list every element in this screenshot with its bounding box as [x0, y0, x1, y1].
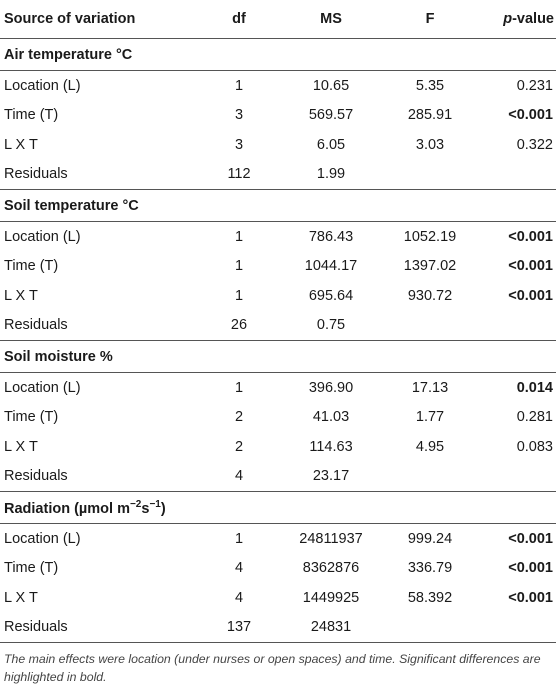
cell-df: 26: [230, 317, 248, 334]
cell-f: 1052.19: [403, 228, 457, 245]
table-body: [0, 39, 556, 643]
table-row: [0, 101, 556, 131]
cell-source: Location (L): [4, 77, 81, 94]
section-header-radiation: [0, 492, 556, 524]
cell-df: 112: [227, 166, 251, 183]
cell-p: <0.001: [508, 228, 553, 245]
cell-f: 3.03: [415, 136, 445, 153]
cell-p: [476, 613, 556, 643]
cell-ms: 1044.17: [304, 258, 358, 275]
cell-ms: 114.63: [309, 438, 353, 455]
table-row: [0, 222, 556, 252]
cell-source: Location (L): [4, 228, 81, 245]
cell-p: 0.322: [516, 136, 553, 153]
cell-ms: 786.43: [308, 228, 354, 245]
cell-p: <0.001: [508, 287, 553, 304]
section-title: Soil temperature °C: [0, 190, 556, 222]
table-footnote: The main effects were location (under nurses or open spaces) and time. Significant differences are highlighted in bold.: [4, 652, 541, 684]
table-row: [0, 432, 556, 462]
cell-f: 58.392: [407, 589, 453, 606]
section-title-mid: s: [141, 500, 150, 517]
cell-source: Residuals: [4, 317, 68, 334]
table-row: [0, 554, 556, 584]
table-row: [0, 403, 556, 433]
cell-p: [476, 160, 556, 190]
cell-df: 2: [234, 409, 244, 426]
cell-ms: 10.65: [312, 77, 350, 94]
cell-p: 0.014: [516, 379, 553, 396]
cell-p: <0.001: [508, 589, 553, 606]
header-p-rest: -value: [512, 11, 554, 27]
table-row: [0, 373, 556, 403]
cell-ms: 1449925: [302, 589, 360, 606]
cell-df: 2: [234, 438, 244, 455]
cell-df: 137: [200, 613, 278, 643]
cell-df: 1: [234, 77, 244, 94]
cell-source: Residuals: [4, 166, 68, 183]
cell-df: 1: [234, 379, 244, 396]
cell-p: [476, 462, 556, 492]
cell-source: Time (T): [4, 560, 59, 577]
cell-source: Time (T): [4, 258, 59, 275]
cell-ms: 695.64: [308, 287, 354, 304]
cell-f: 1397.02: [403, 258, 457, 275]
header-p-value: [476, 0, 556, 39]
cell-p: <0.001: [508, 560, 553, 577]
header-p-italic: p: [503, 11, 513, 27]
cell-ms: 0.75: [316, 317, 346, 334]
cell-ms: 569.57: [308, 107, 354, 124]
cell-source: L X T: [4, 438, 38, 455]
header-ms: MS: [278, 0, 384, 39]
section-header-air-temperature: [0, 39, 556, 71]
cell-ms: 8362876: [302, 560, 360, 577]
cell-p: <0.001: [508, 107, 553, 124]
table-row: [0, 583, 556, 613]
cell-f: 285.91: [407, 107, 453, 124]
cell-f: 1.77: [415, 409, 445, 426]
cell-df: 1: [234, 228, 244, 245]
header-source: Source of variation: [0, 0, 200, 39]
cell-source: Time (T): [4, 107, 59, 124]
section-title-end: ): [160, 500, 166, 517]
cell-p: <0.001: [508, 258, 553, 275]
cell-source: Residuals: [0, 613, 200, 643]
cell-ms: 23.17: [312, 468, 350, 485]
section-header-soil-moisture: [0, 341, 556, 373]
cell-source: Residuals: [4, 468, 68, 485]
section-title-sup2: −1: [149, 498, 161, 510]
cell-df: 1: [234, 258, 244, 275]
cell-ms: 1.99: [316, 166, 346, 183]
cell-df: 1: [234, 530, 244, 547]
header-f: F: [384, 0, 476, 39]
cell-f: [384, 311, 476, 341]
cell-df: 3: [234, 107, 244, 124]
section-title: Soil moisture %: [0, 341, 556, 373]
table-row: [0, 311, 556, 341]
cell-source: L X T: [4, 136, 38, 153]
cell-source: Location (L): [4, 379, 81, 396]
section-title-main: Radiation (µmol m: [4, 500, 130, 517]
cell-f: [384, 462, 476, 492]
cell-df: 3: [234, 136, 244, 153]
cell-p: 0.231: [516, 77, 553, 94]
cell-f: [384, 613, 476, 643]
cell-f: 336.79: [407, 560, 453, 577]
cell-source: L X T: [4, 287, 38, 304]
table-row: [0, 252, 556, 282]
table-row: [0, 462, 556, 492]
cell-df: 1: [234, 287, 244, 304]
cell-source: Location (L): [4, 530, 81, 547]
section-header-soil-temperature: [0, 190, 556, 222]
cell-source: Time (T): [4, 409, 59, 426]
table-row: [0, 524, 556, 554]
table-row: [0, 71, 556, 101]
section-title-sup1: −2: [129, 498, 142, 510]
cell-ms: 24831: [278, 613, 384, 643]
cell-f: 930.72: [407, 287, 453, 304]
table-row: [0, 613, 556, 643]
cell-f: 5.35: [415, 77, 445, 94]
cell-p: 0.281: [516, 409, 553, 426]
cell-f: 17.13: [411, 379, 449, 396]
cell-p: [476, 311, 556, 341]
section-title: Air temperature °C: [0, 39, 556, 71]
cell-f: 4.95: [415, 438, 445, 455]
cell-p: 0.083: [516, 438, 553, 455]
section-title: [0, 492, 556, 524]
cell-ms: 41.03: [312, 409, 350, 426]
header-df: df: [200, 0, 278, 39]
cell-ms: 396.90: [308, 379, 354, 396]
table-header-row: [0, 0, 556, 39]
cell-source: L X T: [4, 589, 38, 606]
table-row: [0, 281, 556, 311]
cell-f: 999.24: [407, 530, 453, 547]
cell-df: 4: [234, 589, 244, 606]
cell-f: [384, 160, 476, 190]
cell-df: 4: [234, 560, 244, 577]
table-row: [0, 130, 556, 160]
cell-p: <0.001: [508, 530, 553, 547]
cell-df: 4: [234, 468, 244, 485]
cell-ms: 6.05: [316, 136, 346, 153]
table-row: [0, 160, 556, 190]
cell-ms: 24811937: [299, 530, 363, 547]
